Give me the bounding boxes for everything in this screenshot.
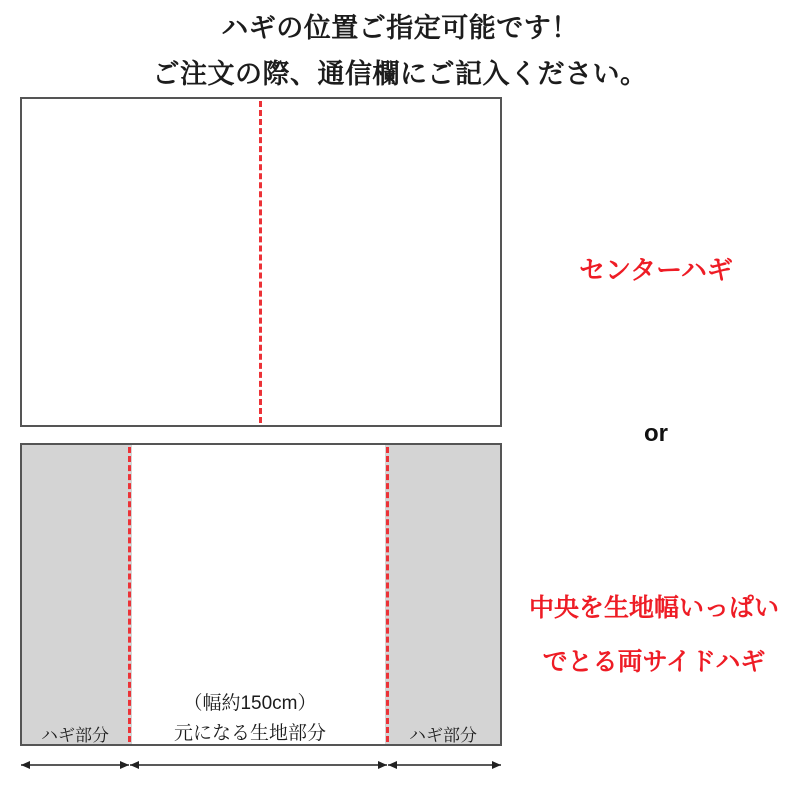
center-seam-line xyxy=(259,101,262,423)
heading-line-2: ご注文の際、通信欄にご記入ください。 xyxy=(152,59,648,89)
width-note-label: （幅約150cm） xyxy=(183,693,317,714)
dimension-arrow-right xyxy=(387,758,502,772)
hagi-label-left: ハギ部分 xyxy=(41,726,109,745)
left-seam-line xyxy=(128,447,131,742)
base-fabric-label: 元になる生地部分 xyxy=(173,723,326,744)
hagi-band-right xyxy=(385,445,500,744)
dimension-arrow-left xyxy=(20,758,130,772)
center-seam-caption: センターハギ xyxy=(579,255,733,285)
dimension-arrow-middle xyxy=(129,758,388,772)
hagi-label-right: ハギ部分 xyxy=(409,726,477,745)
side-seam-caption-line2: でとる両サイドハギ xyxy=(542,648,766,676)
right-seam-line xyxy=(386,447,389,742)
heading-line-1: ハギの位置ご指定可能です！ xyxy=(221,13,579,43)
hagi-band-left xyxy=(22,445,132,744)
side-seam-caption-line1: 中央を生地幅いっぱい xyxy=(528,594,779,622)
or-separator-label: or xyxy=(644,420,668,447)
